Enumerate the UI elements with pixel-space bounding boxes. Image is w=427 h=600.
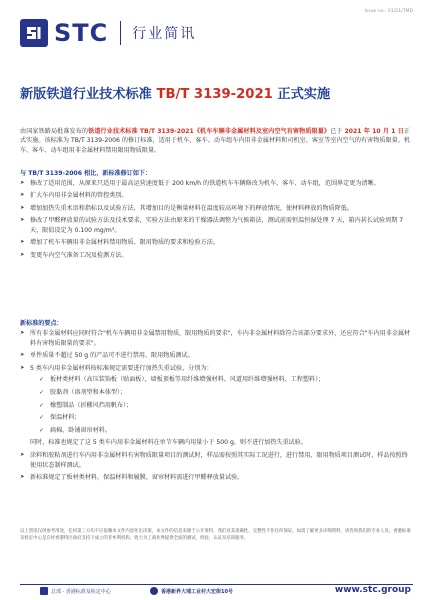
sub-list-item: ✓ 扁棉、卧铺窗帘材料。 — [30, 426, 412, 436]
footer-address — [150, 587, 233, 595]
headline-standard-code: TB/T 3139-2021 — [156, 87, 273, 102]
revisions-list — [20, 179, 412, 263]
page-header — [20, 18, 196, 48]
list-item: ➤ 增加加热失重术语和指标以及试验方法，其增加目的是衡量材料在温度较高环境下的释放情况，使材料释放的物质降低。 — [20, 204, 412, 214]
list-item: ➤ 修改了适用范围，从原来只适用于最高运营速度低于 200 km/h 的铁道机车车辆修改为机车、客车、动车组，范围界定更为清晰。 — [20, 179, 412, 189]
sub-list-item: ✓ 板材类材料（高压装饰板（贴面板）、墙板顶板等用纤维增强材料、风道用纤维增强材料、工程塑料）； — [30, 375, 412, 385]
section-revisions-title: 与 TB/T 3139-2006 相比，新标准修订如下： — [20, 170, 152, 177]
section-keypoints-title: 新标准的要点： — [20, 320, 63, 327]
footer-address-label: 香港新界大埔工业村大宏街10号 — [161, 588, 233, 595]
brand-name: STC — [54, 19, 109, 47]
issue-number: Issue no.: 01/21/TMD — [364, 9, 413, 14]
intro-paragraph — [20, 127, 410, 155]
headline-part-3: 正式实施 — [272, 87, 331, 102]
keypoints-list — [20, 329, 412, 485]
list-item: ➤ 扩大车内用非金属材料的管控类别。 — [20, 191, 412, 201]
list-item: ➤ 涂料和胶粘剂进行车内用非金属材料有害物质限量项目的测试时，样品需按照其实际工况进行，进行禁用、限用物质项目测试时，样品按照终使用状态制样测试。 — [20, 451, 412, 471]
footer-website-link[interactable]: www.stc.group — [334, 585, 411, 595]
list-item — [20, 364, 412, 436]
intro-text-3: 正式实施。该标准为 TB/T 3139-2006 的修订标准，适用于机车、客车、动车组车内用非金属材料和司机室、客室等室内空气的有害物质限量。机车、客车、动车组用非金属材料禁用限用物质限量。 — [20, 128, 411, 154]
disclaimer-text: 以上资讯仅供参考用途，任何第三方均不应依赖本文件内容作出决策，本文件的信息来源于公开资料，我们对其准确性、完整性不作任何保证。如需了解更多详细资料，请咨询我们的专业人员。香港标准及检定中心是在经香港特区政府支持下成立的非牟利机构，致力为工商业界提供全面的测试、检验、认证及培训服务。 — [20, 529, 411, 541]
intro-text-2: 已于 — [330, 128, 345, 135]
list-item: ➤ 所有非金属材料应同时符合"机车车辆用非金属禁用物质，限用物质的要求"，车内非金属材料除符合该部分要求外，还应符合"车内用非金属材料有害物质限量的要求"。 — [20, 329, 412, 349]
intro-standard-title: 铁道行业技术标准 TB/T 3139-2021《机车车辆非金属材料及室内空气有害物质限量》 — [88, 128, 331, 135]
note-paragraph: 同时，标准也规定了这 5 类车内用非金属材料在单节车辆内用量小于 500 g，则不进行加热失重试验。 — [30, 439, 307, 447]
sub-list-item: ✓ 保温材料； — [30, 413, 412, 423]
list-item: ➤ 增加了机车车辆用非金属材料禁用物质、限用物质的要求和检验方法。 — [20, 238, 412, 248]
intro-text-1: 由国家铁路局批准发布的 — [20, 128, 89, 135]
list-item: ➤ 单件质量不超过 50 g 的产品可不进行禁用、限用物质测试。 — [20, 351, 412, 361]
list-item: ➤ 新标准规定了板材类材料，保温材料和履膜、窗帘材料需进行甲醛释放量试验。 — [20, 473, 412, 483]
header-divider — [120, 21, 121, 45]
header-title: 行业简讯 — [132, 26, 197, 42]
list-item: ➤ 变更车内空气准备工况及检测方法。 — [20, 251, 412, 261]
footer-headquarters — [40, 587, 111, 595]
building-icon — [40, 587, 48, 595]
material-sublist — [30, 375, 412, 435]
headline-part-1: 新版铁道行业技术标准 — [20, 87, 157, 102]
location-pin-icon — [150, 587, 158, 595]
list-item: ➤ 修改了甲醛释放量的试验方法及技术要求，实验方法由原来的干燥器法调整为气候箱法，测试前需恒温恒湿处理 7 天，箱内甚长试验周期 7 天，限值设定为 0.100 mg/m³。 — [20, 216, 412, 236]
page-footer — [0, 584, 427, 600]
footer-headquarters-label: 总部 · 香港标准及检定中心 — [51, 588, 111, 595]
intro-effective-date: 2021 年 10 月 1 日 — [344, 128, 404, 135]
stc-logo-icon — [20, 19, 48, 47]
sub-list-item: ✓ 胶黏剂（溶剂型和本体型）； — [30, 388, 412, 398]
page-title — [20, 83, 415, 102]
list-item-text: 5 类车内用非金属材料按标准规定需要进行加热失重试验，分别为： — [30, 364, 213, 372]
sub-list-item: ✓ 橡塑制品（折棚风挡用帆布）； — [30, 401, 412, 411]
